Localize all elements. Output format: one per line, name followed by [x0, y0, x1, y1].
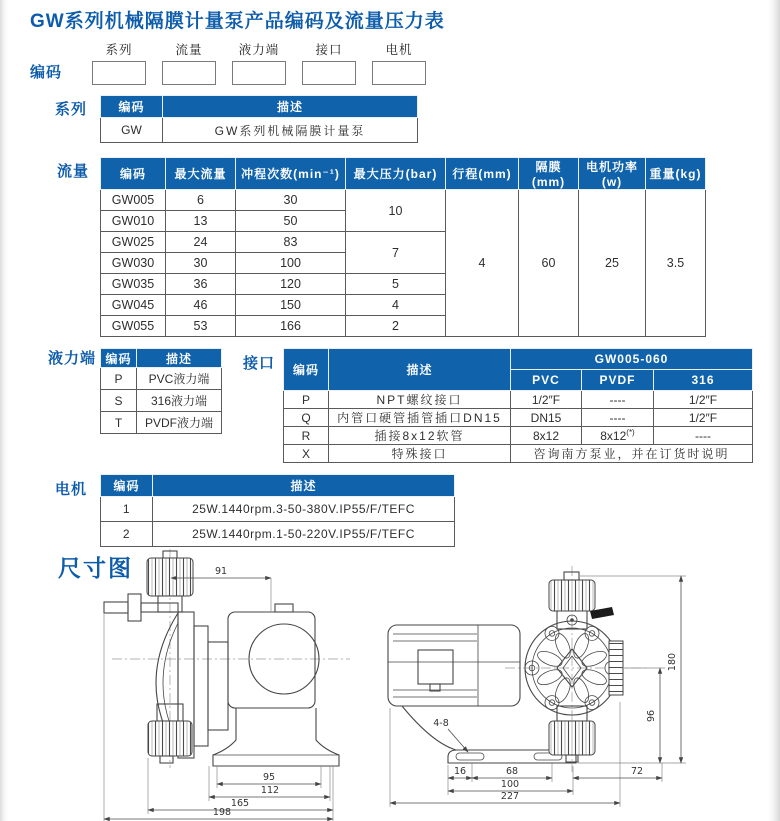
- dim-label-198: 198: [212, 807, 232, 818]
- dim-label-180: 180: [667, 652, 678, 672]
- table-cell: 13: [166, 211, 236, 232]
- page-title: GW系列机械隔膜计量泵产品编码及流量压力表: [30, 11, 445, 32]
- junction-box: [418, 650, 453, 684]
- table-cell: GW035: [101, 274, 166, 295]
- table-cell: 8x12: [511, 427, 582, 445]
- table-cell: ----: [582, 391, 654, 409]
- table-cell: PVC液力端: [137, 368, 222, 390]
- table-cell: 53: [166, 316, 236, 337]
- table-header-cell: 编码: [101, 349, 137, 368]
- table-cell: 24: [166, 232, 236, 253]
- table-cell: 1/2″F: [511, 391, 582, 409]
- table-cell: 1/2″F: [654, 391, 753, 409]
- code-slot-flow: [162, 40, 216, 85]
- dim-label-227: 227: [500, 791, 520, 802]
- extension-lines: [104, 578, 333, 821]
- valve-stem: [160, 756, 173, 763]
- table-header-cell: 描述: [329, 349, 511, 391]
- code-slot-box: [92, 61, 146, 85]
- table-row: [101, 390, 222, 412]
- section-label-interface: 接口: [243, 355, 276, 372]
- bottom-valve-knob: [148, 721, 192, 756]
- table-cell: ----: [654, 427, 753, 445]
- top-valve-knob: [549, 580, 595, 611]
- liquid-end-table: [100, 348, 222, 434]
- table-cell: GW: [101, 118, 163, 143]
- code-slot-box: [232, 61, 286, 85]
- dim-label-91: 91: [214, 566, 228, 577]
- stroke-adjust-knob: [609, 641, 623, 695]
- table-row: [101, 368, 222, 390]
- table-row: [284, 391, 753, 409]
- dim-label-4-8: 4-8: [433, 718, 449, 729]
- code-slot-box: [302, 61, 356, 85]
- table-row: [101, 497, 455, 522]
- table-header-cell: 编码: [101, 158, 166, 190]
- table-row: [284, 427, 753, 445]
- table-cell: T: [101, 412, 137, 434]
- table-header-cell: GW005-060: [511, 349, 753, 370]
- table-cell: 1/2″F: [654, 409, 753, 427]
- table-header-cell: 描述: [137, 349, 222, 368]
- table-cell: [582, 427, 654, 445]
- flow-table: [100, 157, 706, 337]
- motor-body: [388, 625, 520, 706]
- section-label-flow: 流量: [57, 163, 90, 180]
- table-cell: 2: [101, 522, 153, 547]
- table-cell: P: [101, 368, 137, 390]
- table-cell: R: [284, 427, 329, 445]
- motor-table: [100, 474, 455, 547]
- code-slot-motor: [372, 40, 426, 85]
- table-header-cell: PVDF: [582, 370, 654, 391]
- table-cell: 4: [446, 190, 519, 337]
- table-cell: 30: [166, 253, 236, 274]
- table-header-cell: 描述: [163, 96, 418, 118]
- dimension-drawings: [0, 545, 780, 821]
- table-cell: 46: [166, 295, 236, 316]
- dim-label-16: 16: [453, 766, 467, 777]
- side-pipe-flange: [128, 594, 141, 621]
- section-label-liquid-end: 液力端: [47, 350, 96, 367]
- side-pipe: [141, 603, 178, 612]
- table-header-cell: 电机功率(w): [579, 158, 646, 190]
- code-slot-box: [162, 61, 216, 85]
- section-label-motor: 电机: [55, 481, 88, 498]
- code-slot-label: 系列: [105, 43, 133, 57]
- section-label-series: 系列: [55, 101, 88, 118]
- pump-side-view: [104, 549, 350, 821]
- table-cell: 316液力端: [137, 390, 222, 412]
- table-cell: 咨询南方泵业，并在订货时说明: [511, 445, 753, 463]
- interface-table: [283, 348, 753, 463]
- section-label-dimensions: 尺寸图: [58, 555, 133, 581]
- table-cell: GW005: [101, 190, 166, 211]
- code-slot-box: [372, 61, 426, 85]
- dim-label-72: 72: [630, 766, 644, 777]
- bottom-valve-knob: [549, 721, 595, 755]
- table-row: [284, 409, 753, 427]
- table-cell: 166: [236, 316, 346, 337]
- table-cell: GW系列机械隔膜计量泵: [163, 118, 418, 143]
- coding-label: 编码: [30, 64, 63, 81]
- footnote-marker: (*): [626, 428, 635, 437]
- table-cell: 25: [579, 190, 646, 337]
- table-cell: PVDF液力端: [137, 412, 222, 434]
- table-cell: 100: [236, 253, 346, 274]
- valve-stem: [564, 572, 579, 580]
- table-row: [101, 190, 706, 211]
- code-slot-label: 流量: [175, 43, 203, 57]
- table-row: [101, 522, 455, 547]
- dim-label-68: 68: [505, 766, 519, 777]
- table-header-cell: 编码: [101, 475, 153, 497]
- cell-value: 8x12: [600, 429, 627, 443]
- table-cell: 1: [101, 497, 153, 522]
- table-header-cell: 隔膜(mm): [519, 158, 579, 190]
- table-cell: GW030: [101, 253, 166, 274]
- code-slot-label: 电机: [385, 43, 413, 57]
- pump-base: [213, 708, 339, 766]
- head-flange: [194, 626, 208, 746]
- table-cell: X: [284, 445, 329, 463]
- table-cell: 5: [346, 274, 446, 295]
- table-header-cell: 316: [654, 370, 753, 391]
- series-table: [100, 95, 418, 143]
- pump-front-view: [388, 566, 686, 807]
- table-cell: NPT螺纹接口: [329, 391, 511, 409]
- head-bracket: [208, 642, 228, 730]
- table-cell: 特殊接口: [329, 445, 511, 463]
- table-cell: 10: [346, 190, 446, 232]
- table-header-cell: 冲程次数(min⁻¹): [236, 158, 346, 190]
- table-cell: GW055: [101, 316, 166, 337]
- table-cell: P: [284, 391, 329, 409]
- table-header-cell: 重量(kg): [646, 158, 706, 190]
- code-slot-interface: [302, 40, 356, 85]
- table-cell: 25W.1440rpm.3-50-380V.IP55/F/TEFC: [153, 497, 455, 522]
- table-cell: GW025: [101, 232, 166, 253]
- code-slot-liquid-end: [232, 40, 286, 85]
- table-cell: 插接8x12软管: [329, 427, 511, 445]
- table-cell: 内管口硬管插管插口DN15: [329, 409, 511, 427]
- dim-label-112: 112: [260, 785, 280, 796]
- table-cell: GW010: [101, 211, 166, 232]
- table-cell: 120: [236, 274, 346, 295]
- table-cell: 2: [346, 316, 446, 337]
- coding-diagram: [30, 40, 442, 85]
- mounting-slot: [456, 753, 484, 760]
- top-valve-knob: [147, 558, 193, 596]
- table-header-cell: 最大压力(bar): [346, 158, 446, 190]
- table-header-cell: 编码: [101, 96, 163, 118]
- table-cell: Q: [284, 409, 329, 427]
- table-cell: S: [101, 390, 137, 412]
- table-cell: 83: [236, 232, 346, 253]
- table-header-cell: 编码: [284, 349, 329, 391]
- table-cell: 4: [346, 295, 446, 316]
- table-cell: DN15: [511, 409, 582, 427]
- table-header-cell: 行程(mm): [446, 158, 519, 190]
- table-cell: 6: [166, 190, 236, 211]
- dim-label-96: 96: [646, 709, 657, 723]
- table-header-cell: PVC: [511, 370, 582, 391]
- table-cell: 7: [346, 232, 446, 274]
- side-pipe-stem: [104, 602, 128, 613]
- table-cell: 30: [236, 190, 346, 211]
- table-cell: 60: [519, 190, 579, 337]
- table-cell: GW045: [101, 295, 166, 316]
- dim-label-165: 165: [230, 798, 250, 809]
- table-header-cell: 描述: [153, 475, 455, 497]
- table-cell: 36: [166, 274, 236, 295]
- code-slot-label: 接口: [315, 43, 343, 57]
- code-slot-label: 液力端: [238, 43, 280, 57]
- table-cell: ----: [582, 409, 654, 427]
- dim-label-95: 95: [262, 772, 276, 783]
- table-cell: 150: [236, 295, 346, 316]
- table-cell: 3.5: [646, 190, 706, 337]
- table-cell: 50: [236, 211, 346, 232]
- table-row: [101, 412, 222, 434]
- dim-label-100: 100: [500, 779, 520, 790]
- motor-fins: [388, 625, 520, 706]
- table-row: [284, 445, 753, 463]
- table-header-cell: 最大流量: [166, 158, 236, 190]
- neck-bolt-center: [570, 618, 574, 622]
- motor-cap: [275, 604, 293, 612]
- table-row: [101, 118, 418, 143]
- code-slot-series: [92, 40, 146, 85]
- table-cell: 25W.1440rpm.1-50-220V.IP55/F/TEFC: [153, 522, 455, 547]
